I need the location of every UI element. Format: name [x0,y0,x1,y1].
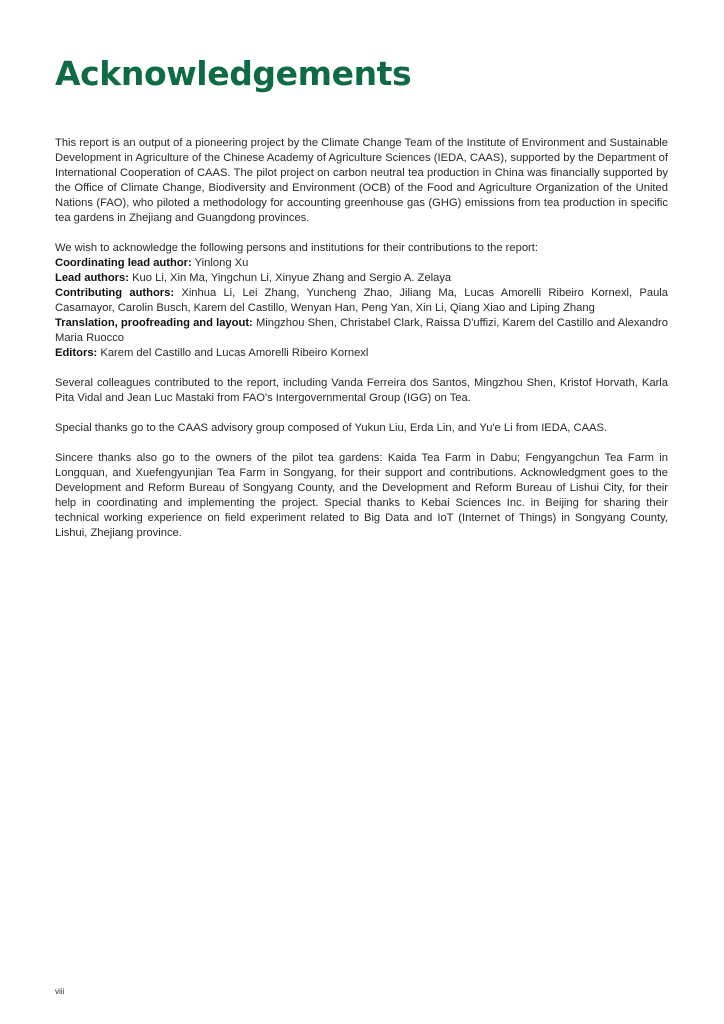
acknowledge-lead-line: We wish to acknowledge the following persons and institutions for their contributions to the report: [55,242,538,254]
credit-label: Editors: [55,347,98,359]
credit-coordinating-lead-author [55,256,668,271]
intro-paragraph: This report is an output of a pioneering project by the Climate Change Team of the Institute of Environment and Sustainable Development in Agriculture of the Chinese Academy of Agriculture Sciences (IEDA, CAAS), supported by the Department of International Cooperation of CAAS. The pilot project on carbon neutral tea production in China was financially supported by the Office of Climate Change, Biodiversity and Environment (OCB) of the Food and Agriculture Organization of the United Nations (FAO), who piloted a methodology for accounting greenhouse gas (GHG) emissions from tea production in specific tea gardens in Zhejiang and Guangdong provinces. [55,137,668,224]
page-title: Acknowledgements [55,54,412,93]
colleagues-paragraph: Several colleagues contributed to the report, including Vanda Ferreira dos Santos, Mingzhou Shen, Kristof Horvath, Karla Pita Vidal and Jean Luc Mastaki from FAO's Intergovernmental Group (IGG) on Tea. [55,377,668,404]
credit-label: Coordinating lead author: [55,257,192,269]
credit-names: Xinhua Li, Lei Zhang, Yuncheng Zhao, Jiliang Ma, Lucas Amorelli Ribeiro Kornexl, Paula Casamayor, Carolin Busch, Karem del Castillo, Wenyan Han, Peng Yan, Xin Li, Qiang Xiao and Liping Zhang [55,287,668,314]
credit-editors [55,346,668,361]
credit-label: Contributing authors: [55,287,175,299]
credit-names: Kuo Li, Xin Ma, Yingchun Li, Xinyue Zhang and Sergio A. Zelaya [132,272,452,284]
acknowledgements-body [55,136,668,556]
credit-label: Translation, proofreading and layout: [55,317,253,329]
credit-lead-authors [55,271,668,286]
gardens-paragraph: Sincere thanks also go to the owners of the pilot tea gardens: Kaida Tea Farm in Dabu; Fengyangchun Tea Farm in Longquan, and Xuefengyunjian Tea Farm in Songyang, for their support and contributions. Acknowledgment goes to the Development and Reform Bureau of Songyang County, and the Development and Reform Bureau of Lishui City, for their help in coordinating and implementing the project. Special thanks to Kebai Sciences Inc. in Beijing for sharing their technical working experience on field experiment related to Big Data and IoT (Internet of Things) in Songyang County, Lishui, Zhejiang province. [55,452,668,539]
advisory-paragraph: Special thanks go to the CAAS advisory group composed of Yukun Liu, Erda Lin, and Yu'e Li from IEDA, CAAS. [55,422,608,434]
credit-label: Lead authors: [55,272,129,284]
credit-names: Yinlong Xu [194,257,249,269]
page-number: viii [55,987,65,996]
credit-translation-proofreading-layout [55,316,668,346]
credit-names: Mingzhou Shen, Christabel Clark, Raissa D'uffizi, Karem del Castillo and Alexandro Maria Ruocco [55,317,669,344]
credit-contributing-authors [55,286,668,316]
credits-block [55,241,668,361]
credit-names: Karem del Castillo and Lucas Amorelli Ribeiro Kornexl [100,347,369,359]
